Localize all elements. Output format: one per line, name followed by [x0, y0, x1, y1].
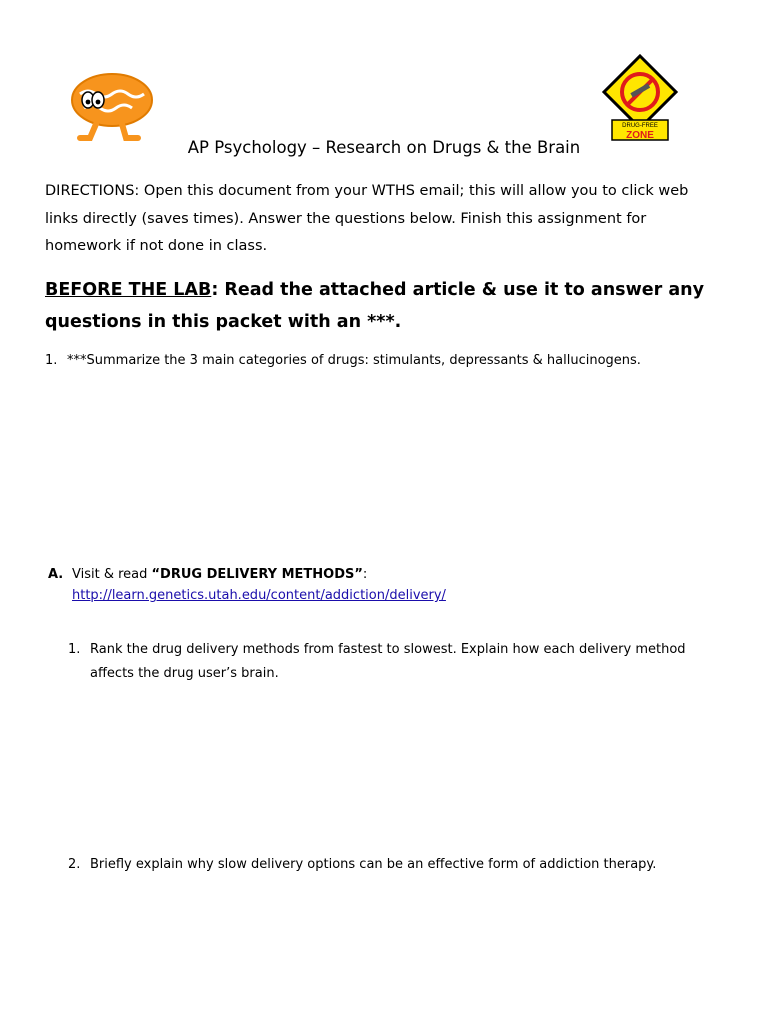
section-a-letter: A.: [48, 567, 64, 582]
question-1: [45, 349, 745, 373]
before-lab-text: : Read the attached article & use it to answer any questions in this packet with an ***.: [45, 280, 705, 332]
section-a-prefix: Visit & read: [72, 567, 152, 582]
section-a-question-1-line1: Rank the drug delivery methods from fastest to slowest. Explain how each delivery method: [90, 642, 686, 657]
directions-text: Open this document from your WTHS email; this will allow you to click web links directly (saves times). Answer the questions below. Finish this assignment for homework if not done in class.: [45, 183, 689, 254]
before-lab-label: BEFORE THE LAB: [45, 280, 212, 300]
directions-paragraph: [45, 178, 725, 261]
section-a-question-1-number: 1.: [68, 642, 81, 657]
page-title: AP Psychology – Research on Drugs & the Brain: [187, 138, 581, 157]
section-a-heading: [48, 563, 748, 587]
question-1-number: 1.: [45, 353, 58, 368]
section-a-suffix: :: [362, 567, 368, 582]
section-a-question-1-line2: affects the drug user’s brain.: [90, 666, 279, 681]
section-a-question-2: [68, 853, 728, 877]
directions-label: DIRECTIONS:: [45, 183, 140, 199]
question-1-text: ***Summarize the 3 main categories of drugs: stimulants, depressants & hallucinogens.: [67, 353, 641, 368]
section-a-question-2-text: Briefly explain why slow delivery options can be an effective form of addiction therapy.: [90, 857, 657, 872]
brain-logo-icon: [66, 70, 166, 146]
sign-text-top: DRUG-FREE: [622, 123, 658, 129]
sign-text-bottom: ZONE: [626, 130, 654, 141]
section-a-title: “DRUG DELIVERY METHODS”: [151, 567, 363, 582]
section-a-question-2-number: 2.: [68, 857, 81, 872]
delivery-methods-link[interactable]: http://learn.genetics.utah.edu/content/addiction/delivery/: [72, 588, 446, 603]
drug-free-zone-sign-icon: [600, 54, 680, 144]
section-a-question-1: [68, 638, 718, 686]
before-lab-paragraph: [45, 274, 735, 338]
